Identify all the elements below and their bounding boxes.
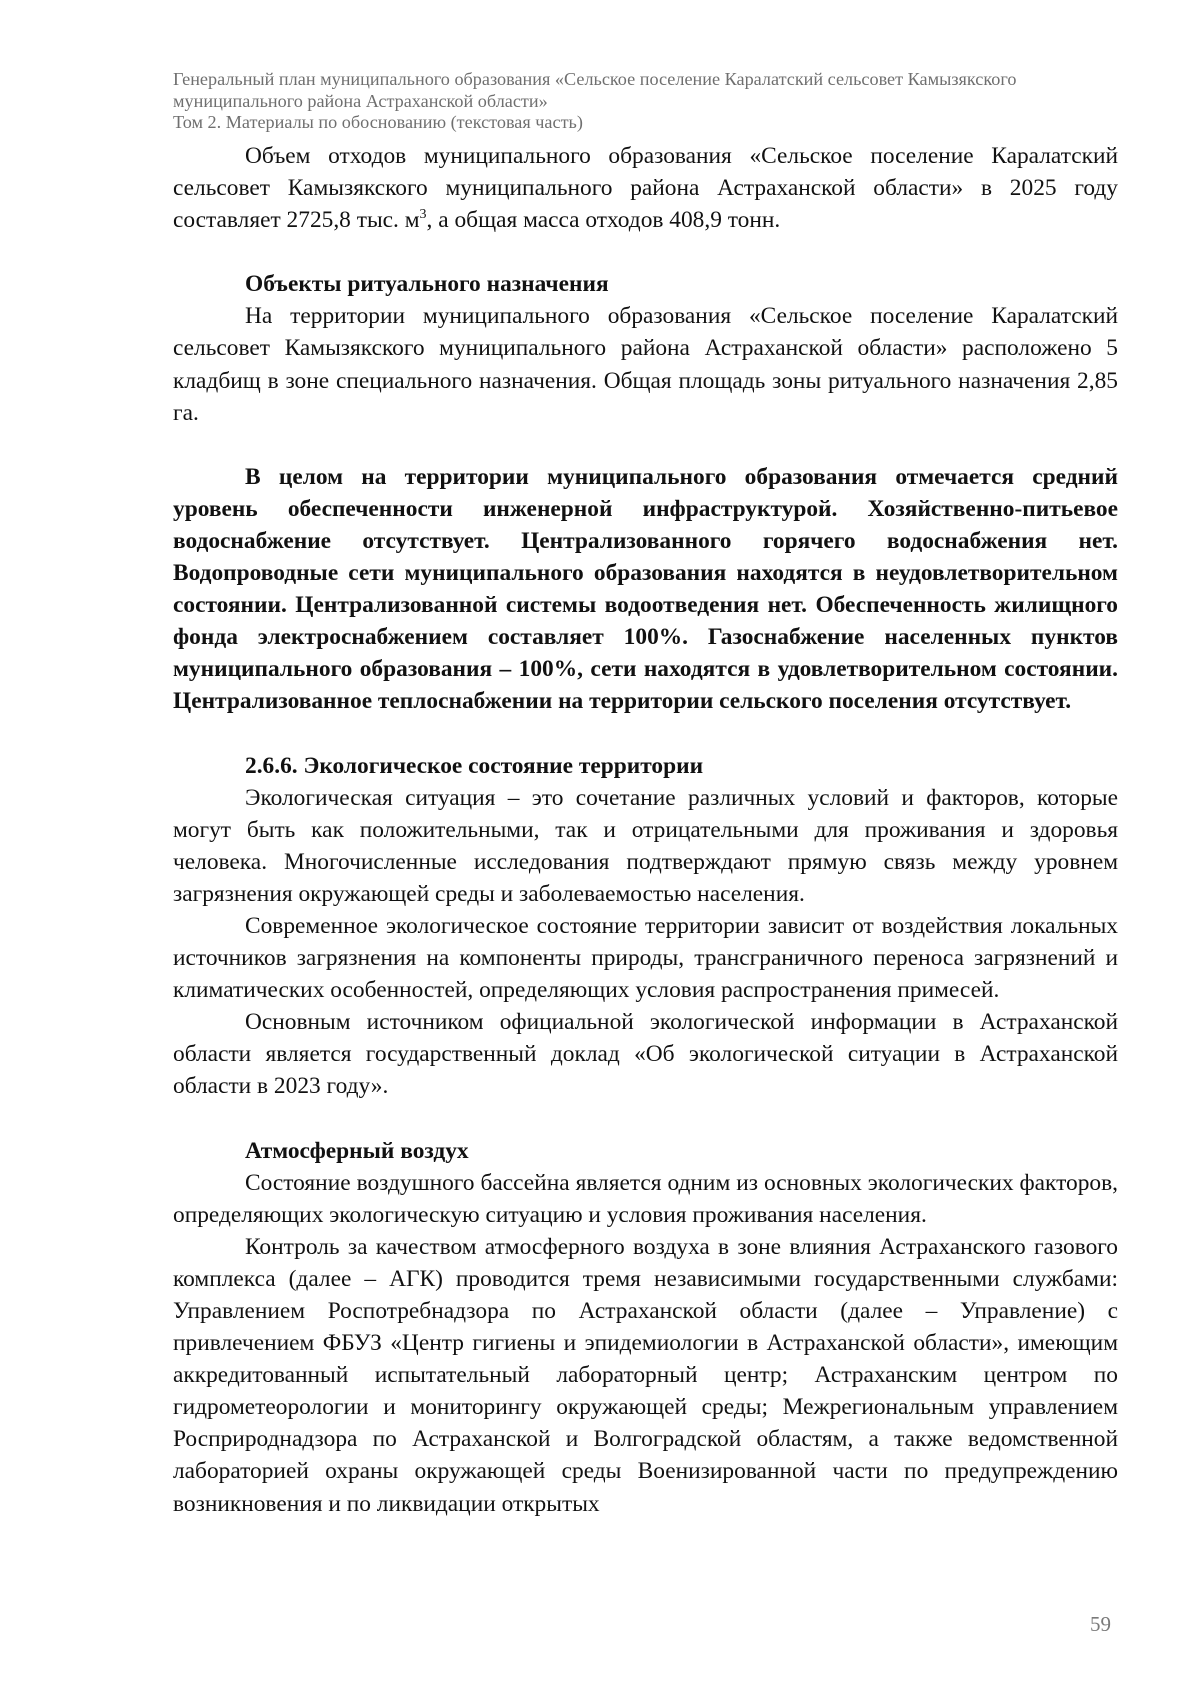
- ecology-heading: 2.6.6. Экологическое состояние территории: [245, 752, 704, 779]
- document-body: [173, 140, 1118, 1520]
- header-line-1: Генеральный план муниципального образования «Сельское поселение Каралатский сельсовет Камызякского: [173, 69, 1017, 89]
- ecology-paragraph-3: Основным источником официальной экологической информации в Астраханской области является государственный доклад «Об экологической ситуации в Астраханской области в 2023 году».: [173, 1009, 1118, 1100]
- header-line-2: муниципального района Астраханской области»: [173, 90, 548, 111]
- spacer: [173, 236, 1118, 268]
- running-header: [173, 69, 1133, 134]
- ecology-paragraph-2: Современное экологическое состояние территории зависит от воздействия локальных источников загрязнения на компоненты природы, трансграничного переноса загрязнений и климатических особенностей, определяющих условия распространения примесей.: [173, 912, 1118, 1004]
- air-paragraph-1: Состояние воздушного бассейна является одним из основных экологических факторов, определяющих экологическую ситуацию и условия проживания населения.: [173, 1169, 1118, 1228]
- air-heading: Атмосферный воздух: [245, 1137, 469, 1164]
- waste-text-before: Объем отходов муниципального образования «Сельское поселение Каралатский сельсовет Камызякского муниципального района Астраханской области» в 2025 году составляет 2725,8 тыс. м: [173, 143, 1118, 234]
- ritual-heading: Объекты ритуального назначения: [245, 271, 609, 298]
- spacer: [173, 429, 1118, 461]
- page-number: 59: [1090, 1612, 1111, 1636]
- ritual-paragraph: На территории муниципального образования «Сельское поселение Каралатский сельсовет Камызякского муниципального района Астраханской области» расположено 5 кладбищ в зоне специального назначения. Общая площадь зоны ритуального назначения 2,85 га.: [173, 303, 1118, 426]
- spacer: [173, 1103, 1118, 1135]
- superscript-3: 3: [419, 207, 427, 223]
- spacer: [173, 718, 1118, 750]
- header-line-3: Том 2. Материалы по обоснованию (текстовая часть): [173, 112, 583, 132]
- infrastructure-summary: В целом на территории муниципального образования отмечается средний уровень обеспеченности инженерной инфраструктурой. Хозяйственно-питьевое водоснабжение отсутствует. Централизованного горячего водоснабжения нет. Водопроводные сети муниципального образования находятся в неудовлетворительном состоянии. Централизованной системы водоотведения нет. Обеспеченность жилищного фонда электроснабжением составляет 100%. Газоснабжение населенных пунктов муниципального образования – 100%, сети находятся в удовлетворительном состоянии. Централизованное теплоснабжении на территории сельского поселения отсутствует.: [173, 463, 1118, 715]
- waste-text-after: , а общая масса отходов 408,9 тонн.: [426, 207, 781, 234]
- air-paragraph-2: Контроль за качеством атмосферного воздуха в зоне влияния Астраханского газового комплекса (далее – АГК) проводится тремя независимыми государственными службами: Управлением Роспотребнадзора по Астраханской области (далее – Управление) с привлечением ФБУЗ «Центр гигиены и эпидемиологии в Астраханской области», имеющим аккредитованный испытательный лабораторный центр; Астраханским центром по гидрометеорологии и мониторингу окружающей среды; Межрегиональным управлением Росприроднадзора по Астраханской и Волгоградской областям, а также ведомственной лабораторией охраны окружающей среды Военизированной части по предупреждению возникновения и по ликвидации открытых: [173, 1233, 1118, 1517]
- waste-paragraph: [173, 140, 1118, 236]
- ecology-paragraph-1: Экологическая ситуация – это сочетание различных условий и факторов, которые могут быть как положительными, так и отрицательными для проживания и здоровья человека. Многочисленные исследования подтверждают прямую связь между уровнем загрязнения окружающей среды и заболеваемостью населения.: [173, 784, 1118, 907]
